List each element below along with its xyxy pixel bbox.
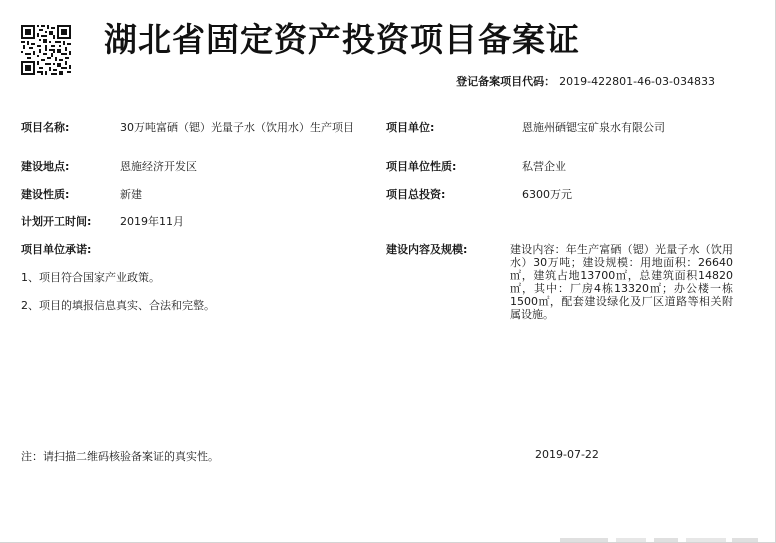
scope-label: 建设内容及规模: xyxy=(386,243,468,256)
registration-code xyxy=(456,73,715,89)
document-title: 湖北省固定资产投资项目备案证 xyxy=(104,20,580,59)
registration-code-label: 登记备案项目代码： xyxy=(456,75,556,88)
start-time-label: 计划开工时间: xyxy=(21,215,92,228)
verification-note: 注：请扫描二维码核验备案证的真实性。 xyxy=(21,450,219,463)
watermark xyxy=(560,536,760,542)
location-value: 恩施经济开发区 xyxy=(120,160,197,173)
issue-date: 2019-07-22 xyxy=(535,448,599,461)
location-label: 建设地点: xyxy=(21,160,70,173)
project-unit-value: 恩施州硒锶宝矿泉水有限公司 xyxy=(522,121,665,134)
total-investment-label: 项目总投资: xyxy=(386,188,446,201)
commitment-item: 1、项目符合国家产业政策。 xyxy=(21,271,160,284)
commitment-label: 项目单位承诺: xyxy=(21,243,92,256)
qr-code-icon[interactable] xyxy=(21,25,71,75)
scope-value: 建设内容：年生产富硒（锶）光量子水（饮用水）30万吨；建设规模：用地面积：26640㎡，建筑占地13700㎡，总建筑面积14820㎡，其中：厂房4栋13320㎡；办公楼一栋1500㎡，配套建设绿化及厂区道路等相关附属设施。 xyxy=(510,243,733,321)
construction-nature-label: 建设性质: xyxy=(21,188,70,201)
start-time-value: 2019年11月 xyxy=(120,215,184,228)
registration-code-value: 2019-422801-46-03-034833 xyxy=(559,75,715,88)
unit-nature-label: 项目单位性质: xyxy=(386,160,457,173)
project-name-value: 30万吨富硒（锶）光量子水（饮用水）生产项目 xyxy=(120,121,354,134)
project-unit-label: 项目单位: xyxy=(386,121,435,134)
commitment-item: 2、项目的填报信息真实、合法和完整。 xyxy=(21,299,215,312)
unit-nature-value: 私营企业 xyxy=(522,160,566,173)
total-investment-value: 6300万元 xyxy=(522,188,572,201)
project-name-label: 项目名称: xyxy=(21,121,70,134)
construction-nature-value: 新建 xyxy=(120,188,142,201)
